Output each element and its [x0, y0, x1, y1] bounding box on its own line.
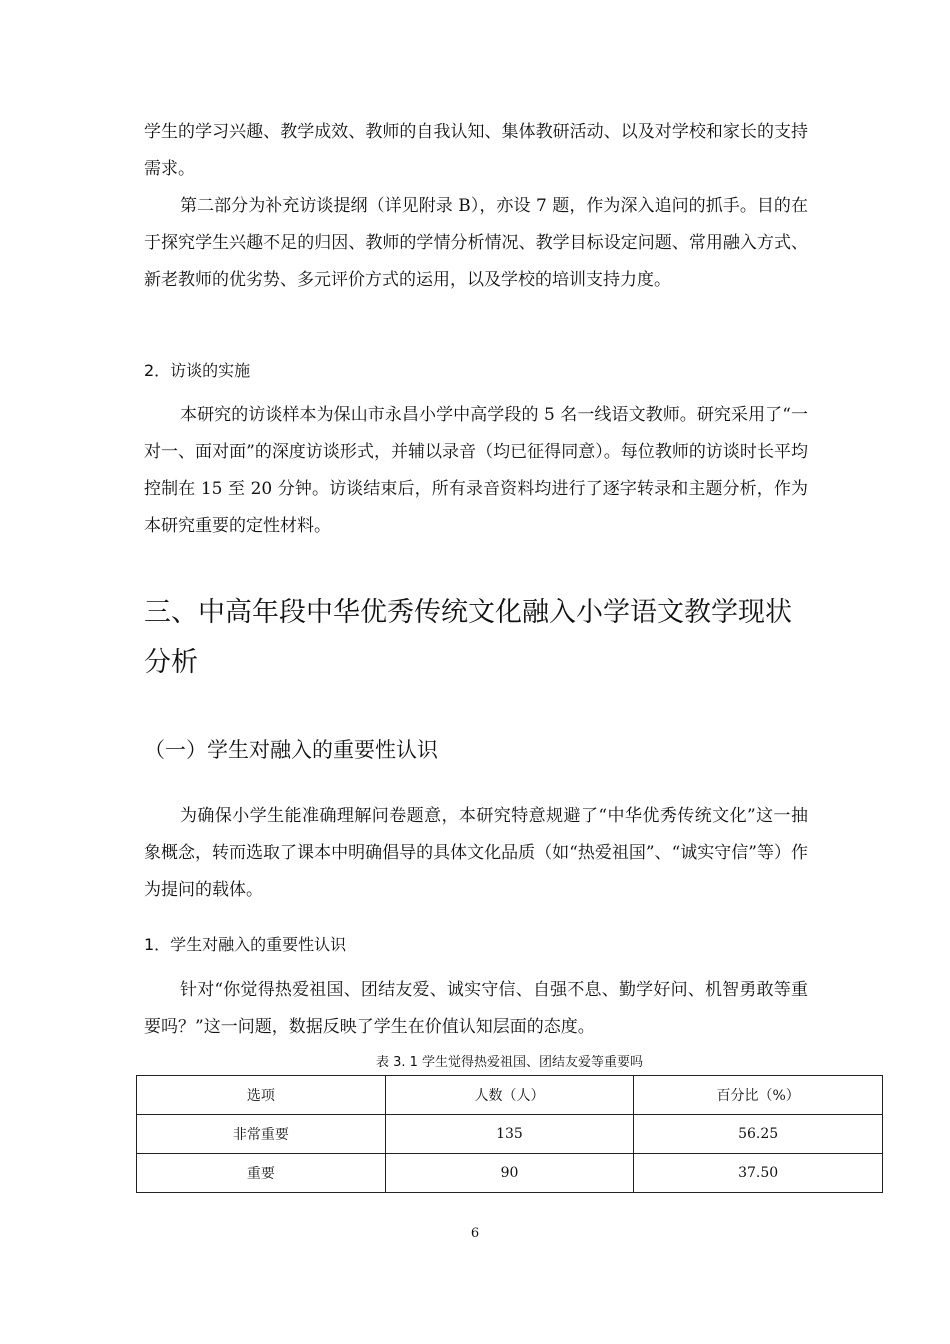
- table-header-cell: 选项: [137, 1076, 386, 1115]
- subheading-importance-recognition: 1．学生对融入的重要性认识: [144, 935, 347, 954]
- section-heading: （一）学生对融入的重要性认识: [144, 738, 438, 762]
- table-cell: 非常重要: [137, 1115, 386, 1154]
- paragraph-question-intro: 针对“你觉得热爱祖国、团结友爱、诚实守信、自强不息、勤学好问、机智勇敢等重要吗？”这一问题，数据反映了学生在价值认知层面的态度。: [144, 980, 808, 1037]
- data-table: [136, 1075, 883, 1193]
- table-caption: 表 3. 1 学生觉得热爱祖国、团结友爱等重要吗: [375, 1055, 644, 1070]
- table-cell: 37.50: [634, 1154, 883, 1193]
- table-row: [137, 1154, 883, 1193]
- heading-interview-implementation: 2．访谈的实施: [144, 361, 251, 380]
- table-row: [137, 1115, 883, 1154]
- chapter-heading: 三、中高年段中华优秀传统文化融入小学语文教学现状分析: [144, 597, 792, 678]
- paragraph-questionnaire-design: 为确保小学生能准确理解问卷题意，本研究特意规避了“中华优秀传统文化”这一抽象概念，转而选取了课本中明确倡导的具体文化品质（如“热爱祖国”、“诚实守信”等）作为提问的载体。: [144, 806, 808, 900]
- paragraph-continued: 学生的学习兴趣、教学成效、教师的自我认知、集体教研活动、以及对学校和家长的支持需求。: [144, 122, 808, 179]
- table-cell: 135: [385, 1115, 634, 1154]
- page-number: 6: [470, 1226, 480, 1241]
- paragraph-interview-sample: 本研究的访谈样本为保山市永昌小学中高学段的 5 名一线语文教师。研究采用了“一对一、面对面”的深度访谈形式，并辅以录音（均已征得同意）。每位教师的访谈时长平均控制在 15 至 20 分钟。访谈结束后，所有录音资料均进行了逐字转录和主题分析，作为本研究重要的定性材料。: [144, 405, 808, 536]
- table-cell: 重要: [137, 1154, 386, 1193]
- table-header-cell: 百分比（%）: [634, 1076, 883, 1115]
- table-cell: 90: [385, 1154, 634, 1193]
- table-header-cell: 人数（人）: [385, 1076, 634, 1115]
- table-cell: 56.25: [634, 1115, 883, 1154]
- table-header-row: [137, 1076, 883, 1115]
- paragraph-supplementary-outline: 第二部分为补充访谈提纲（详见附录 B），亦设 7 题，作为深入追问的抓手。目的在于探究学生兴趣不足的归因、教师的学情分析情况、教学目标设定问题、常用融入方式、新老教师的优劣势、多元评价方式的运用，以及学校的培训支持力度。: [144, 196, 808, 290]
